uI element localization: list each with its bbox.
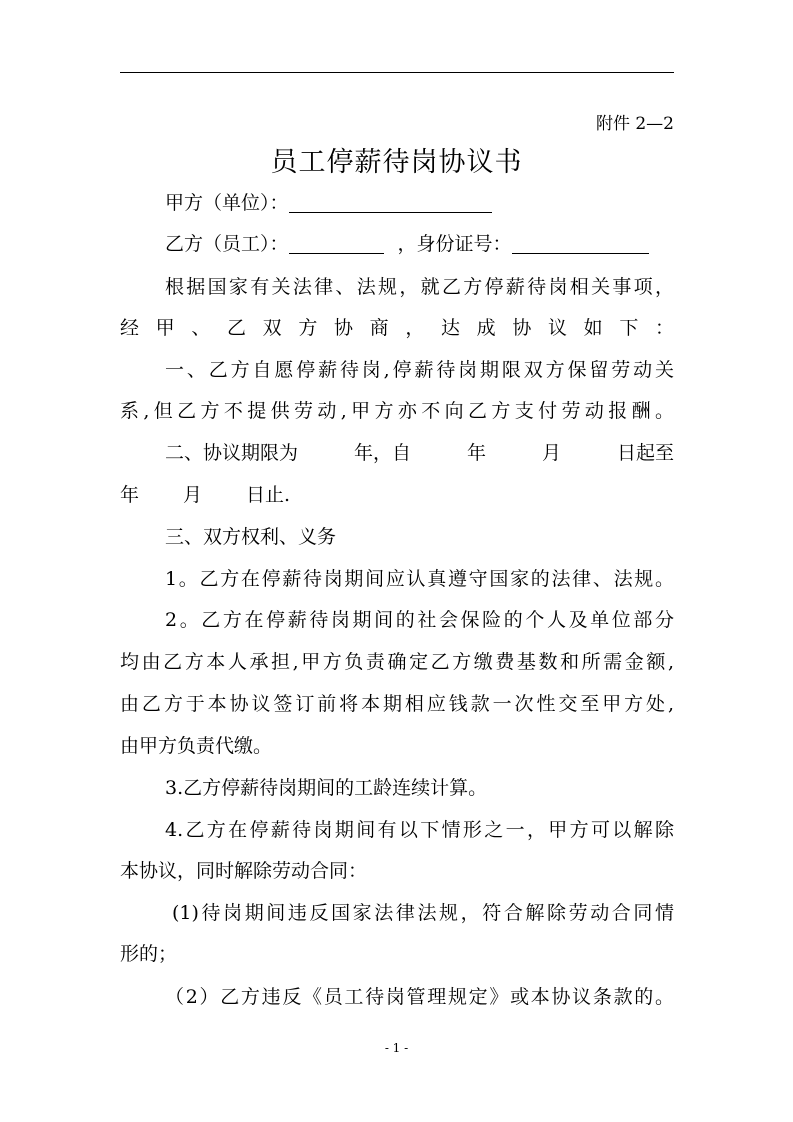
clause-2-end-month: 月: [183, 484, 203, 506]
clause-3-item-1: 1。乙方在停薪待岗期间应认真遵守国家的法律、法规。: [165, 568, 674, 590]
clause-3-item-2-line-2: 均由乙方本人承担,甲方负责确定乙方缴费基数和所需金额,: [120, 651, 674, 673]
party-b-name-blank: [289, 235, 384, 254]
clause-2-line-1: [120, 441, 674, 465]
party-b-id-label: ，身份证号：: [397, 233, 512, 255]
clause-3-item-4-line-2: 本协议，同时解除劳动合同：: [120, 860, 368, 882]
clause-2-end-day: 日止.: [246, 484, 291, 506]
clause-3-item-4-line-1: 4.乙方在停薪待岗期间有以下情形之一，甲方可以解除: [165, 819, 674, 841]
party-b-label: 乙方（员工）：: [165, 233, 289, 255]
clause-2-term-label: 二、协议期限为: [165, 442, 299, 464]
clause-2-end-year: 年: [120, 484, 140, 506]
clause-2-start-day: 日起至: [616, 442, 674, 464]
clause-3-item-4-sub-1-line-1: (1)待岗期间违反国家法律法规，符合解除劳动合同情: [172, 902, 674, 924]
clause-3-item-2-line-1: 2。乙方在停薪待岗期间的社会保险的个人及单位部分: [165, 609, 674, 631]
clause-3-heading: 三、双方权利、义务: [165, 526, 337, 548]
clause-3-item-3: 3.乙方停薪待岗期间的工龄连续计算。: [165, 777, 488, 799]
clause-3-item-2-line-4: 由甲方负责代缴。: [120, 735, 273, 757]
clause-2-term-year: 年，自: [353, 442, 411, 464]
clause-2-start-year: 年: [466, 442, 486, 464]
intro-line-1: 根据国家有关法律、法规，就乙方停薪待岗相关事项，: [165, 276, 674, 298]
clause-1-line-2: 系,但乙方不提供劳动,甲方亦不向乙方支付劳动报酬。: [120, 400, 674, 422]
party-a-line: [120, 191, 674, 215]
header-rule: [120, 72, 674, 73]
clause-3-item-4-sub-2: （2）乙方违反《员工待岗管理规定》或本协议条款的。: [165, 986, 674, 1008]
document-title: 员工停薪待岗协议书: [270, 147, 523, 178]
clause-1-line-1: 一、乙方自愿停薪待岗,停薪待岗期限双方保留劳动关: [165, 359, 674, 381]
party-b-id-blank: [512, 235, 649, 254]
intro-line-2: 经甲、乙双方协商，达成协议如下：: [120, 317, 674, 339]
party-a-blank: [289, 194, 492, 213]
page-number: - 1 -: [384, 1041, 409, 1055]
clause-2-line-2: [120, 483, 674, 507]
party-a-label: 甲方（单位）：: [165, 192, 289, 214]
clause-2-start-month: 月: [541, 442, 561, 464]
clause-3-item-2-line-3: 由乙方于本协议签订前将本期相应钱款一次性交至甲方处,: [120, 693, 674, 715]
annex-label: 附件 2—2: [595, 114, 674, 134]
party-b-line: [120, 232, 674, 256]
clause-3-item-4-sub-1-line-2: 形的；: [120, 943, 178, 965]
